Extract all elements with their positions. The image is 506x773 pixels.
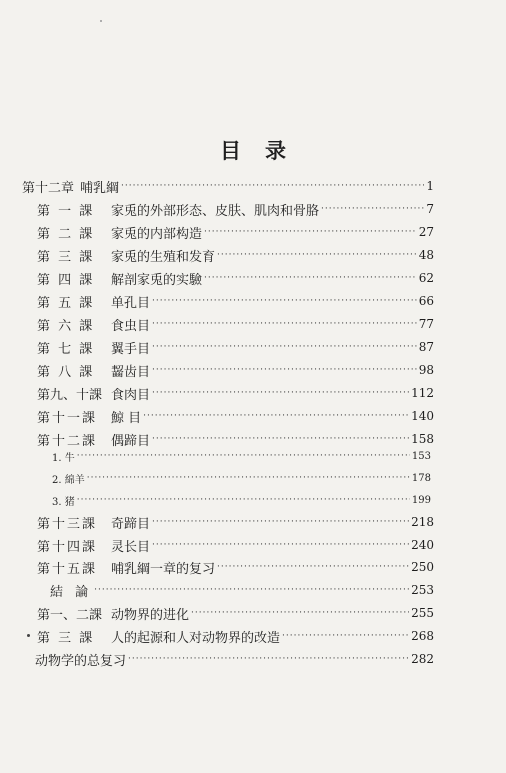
entry-page: 268 (411, 629, 434, 643)
toc-entry (37, 337, 434, 357)
entry-label: 第九、十課 (37, 387, 103, 403)
entry-page: 282 (411, 652, 434, 666)
dot-leader (217, 250, 417, 260)
toc-entry (37, 557, 434, 577)
toc-entry (37, 291, 434, 311)
entry-title: 食虫目 (111, 318, 151, 334)
toc-entry (37, 360, 434, 380)
entry-page: 240 (411, 538, 434, 552)
entry-page: 66 (418, 294, 434, 308)
toc-entry (37, 314, 434, 334)
entry-page: 178 (411, 472, 431, 484)
toc-entry (37, 268, 434, 288)
entry-page: 250 (411, 560, 434, 574)
entry-title: 灵长目 (111, 539, 151, 555)
entry-label: 第十三課 (37, 516, 98, 532)
entry-title: 鯨 目 (111, 410, 142, 426)
entry-label: 第 三 課 (37, 249, 95, 265)
entry-page: 7 (426, 202, 434, 216)
entry-label: 第 五 課 (37, 295, 95, 311)
dot-leader (77, 495, 410, 505)
dot-leader (204, 273, 417, 283)
entry-page: 218 (411, 515, 434, 529)
entry-label: 第 六 課 (37, 318, 95, 334)
toc-entry (37, 222, 434, 242)
entry-label: 第 三 課 (37, 630, 95, 646)
dot-leader (152, 296, 417, 306)
subentry-label: 3. 猪 (52, 496, 75, 508)
entry-title: 哺乳綱 (80, 180, 120, 196)
entry-title: 家兎的生殖和发育 (111, 249, 216, 265)
dot-leader (152, 540, 409, 550)
toc-entry (37, 626, 434, 646)
entry-label: 第十二章 (22, 180, 75, 196)
entry-page: 140 (411, 409, 434, 423)
entry-title: 家兎的内部构造 (111, 226, 203, 242)
dot-leader (152, 319, 417, 329)
entry-label: 第十二課 (37, 433, 98, 449)
dot-leader (121, 181, 424, 191)
dot-leader (94, 585, 409, 595)
dot-leader (152, 342, 417, 352)
toc-subentry (52, 491, 431, 509)
entry-title: 动物界的进化 (111, 607, 190, 623)
entry-title: 哺乳綱一章的复习 (111, 561, 216, 577)
entry-page: 255 (411, 606, 434, 620)
toc-entry (37, 512, 434, 532)
entry-title: 齧齿目 (111, 364, 151, 380)
toc-entry (35, 649, 434, 669)
entry-title: 奇蹄目 (111, 516, 151, 532)
entry-title: 人的起源和人对动物界的改造 (111, 630, 281, 646)
dot-leader (152, 365, 417, 375)
entry-page: 1 (426, 179, 434, 193)
print-speck (27, 634, 30, 637)
entry-label: 动物学的总复习 (35, 653, 127, 669)
entry-label: 第一、二課 (37, 607, 103, 623)
entry-page: 98 (418, 363, 434, 377)
dot-leader (321, 204, 424, 214)
entry-page: 62 (418, 271, 434, 285)
dot-leader (152, 517, 409, 527)
dot-leader (217, 562, 409, 572)
entry-label: 第 八 課 (37, 364, 95, 380)
toc-entry (37, 199, 434, 219)
entry-page: 112 (411, 386, 434, 400)
entry-title: 家兎的外部形态、皮肤、肌肉和骨胳 (111, 203, 320, 219)
entry-label: 第 一 課 (37, 203, 95, 219)
entry-label: 第十四課 (37, 539, 98, 555)
dot-leader (191, 608, 409, 618)
entry-page: 199 (411, 494, 431, 506)
toc-entry (37, 383, 434, 403)
print-speck (100, 20, 102, 22)
toc-entry (37, 603, 434, 623)
entry-page: 87 (418, 340, 434, 354)
entry-page: 253 (411, 583, 434, 597)
entry-page: 153 (411, 450, 431, 462)
dot-leader (282, 631, 409, 641)
entry-page: 77 (418, 317, 434, 331)
dot-leader (152, 388, 409, 398)
toc-entry (37, 406, 434, 426)
entry-label: 結 論 (50, 584, 93, 600)
entry-label: 第 七 課 (37, 341, 95, 357)
entry-page: 158 (411, 432, 434, 446)
subentry-label: 1. 牛 (52, 452, 75, 464)
entry-title: 解剖家兎的实驗 (111, 272, 203, 288)
entry-label: 第 二 課 (37, 226, 95, 242)
toc-entry (37, 535, 434, 555)
entry-title: 食肉目 (111, 387, 151, 403)
dot-leader (143, 411, 409, 421)
entry-title: 偶蹄目 (111, 433, 151, 449)
toc-subentry (52, 447, 431, 465)
toc-entry (37, 429, 434, 449)
dot-leader (77, 451, 410, 461)
entry-title: 翼手目 (111, 341, 151, 357)
subentry-label: 2. 綿羊 (52, 474, 85, 486)
toc-entry (22, 176, 434, 196)
dot-leader (204, 227, 417, 237)
toc-entry (37, 245, 434, 265)
entry-page: 27 (418, 225, 434, 239)
dot-leader (128, 654, 409, 664)
toc-subentry (52, 469, 431, 487)
entry-label: 第十五課 (37, 561, 98, 577)
entry-page: 48 (418, 248, 434, 262)
dot-leader (87, 473, 410, 483)
toc-entry (50, 580, 434, 600)
entry-label: 第 四 課 (37, 272, 95, 288)
entry-title: 单孔目 (111, 295, 151, 311)
page-title: 目录 (220, 138, 310, 163)
dot-leader (152, 434, 409, 444)
entry-label: 第十一課 (37, 410, 98, 426)
